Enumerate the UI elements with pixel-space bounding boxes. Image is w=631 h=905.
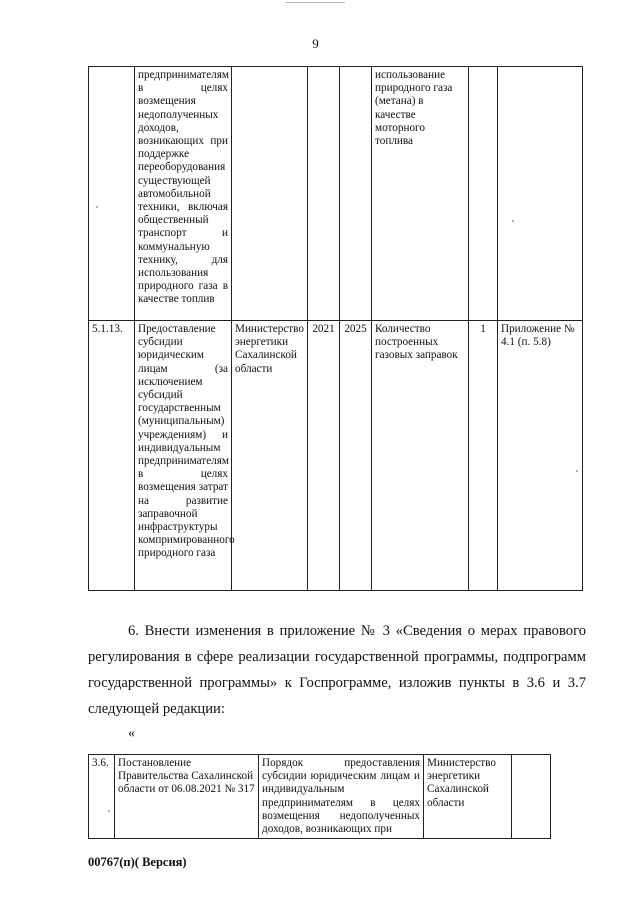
cell-description: предпринимателям в целях возмещения недополученных доходов, возникающих при поддержке переоборудования существующей автомобильной техники, включая общественный транспорт и коммунальную технику, для использования природного газа в качестве топлив xyxy=(135,67,232,321)
cell-year-start: 2021 xyxy=(308,321,340,591)
cell-value xyxy=(469,67,498,321)
opening-quote: « xyxy=(128,726,135,741)
cell-year-end xyxy=(340,67,372,321)
cell-appendix xyxy=(498,67,583,321)
measures-table xyxy=(88,66,583,591)
document-version-footer: 00767(п)( Версия) xyxy=(88,855,187,869)
page-number: 9 xyxy=(312,36,319,51)
cell-appendix: Приложение № 4.1 (п. 5.8) xyxy=(498,321,583,591)
cell-document: Постановление Правительства Сахалинской области от 06.08.2021 № 317 xyxy=(115,755,259,839)
cell-executor: Министерство энергетики Сахалинской области xyxy=(424,755,512,839)
cell-year-end: 2025 xyxy=(340,321,372,591)
cell-indicator: Количество построенных газовых заправок xyxy=(372,321,469,591)
cell-year-start xyxy=(308,67,340,321)
cell-content: Порядок предоставления субсидии юридическим лицам и индивидуальным предпринимателям в целях возмещения недополученных доходов, возникающих при xyxy=(259,755,424,839)
cell-executor: Министерство энергетики Сахалинской области xyxy=(232,321,308,591)
table-row xyxy=(89,67,583,321)
table-row xyxy=(89,755,551,839)
scan-speck xyxy=(576,470,578,472)
cell-num xyxy=(89,67,135,321)
scan-speck xyxy=(512,220,514,222)
legal-measures-table xyxy=(88,754,551,839)
top-rule xyxy=(285,2,345,3)
cell-description: Предоставление субсидии юридическим лицам (за исключением субсидий государственным (муниципальным) учреждениям) и индивидуальным предпринимателям в целях возмещения затрат на развитие заправочной инфраструктуры компримированного природного газа xyxy=(135,321,232,591)
paragraph-6: 6. Внести изменения в приложение № 3 «Сведения о мерах правового регулирования в сфере реализации государственной программы, подпрограмм государственной программы» к Госпрограмме, изложив пункты в 3.6 и 3.7 следующей редакции: xyxy=(88,623,586,717)
cell-date xyxy=(512,755,551,839)
cell-num: 3.6. xyxy=(89,755,115,839)
scan-speck xyxy=(96,206,98,208)
cell-indicator: использование природного газа (метана) в качестве моторного топлива xyxy=(372,67,469,321)
cell-num: 5.1.13. xyxy=(89,321,135,591)
cell-value: 1 xyxy=(469,321,498,591)
scan-speck xyxy=(108,810,110,812)
table-row xyxy=(89,321,583,591)
cell-executor xyxy=(232,67,308,321)
